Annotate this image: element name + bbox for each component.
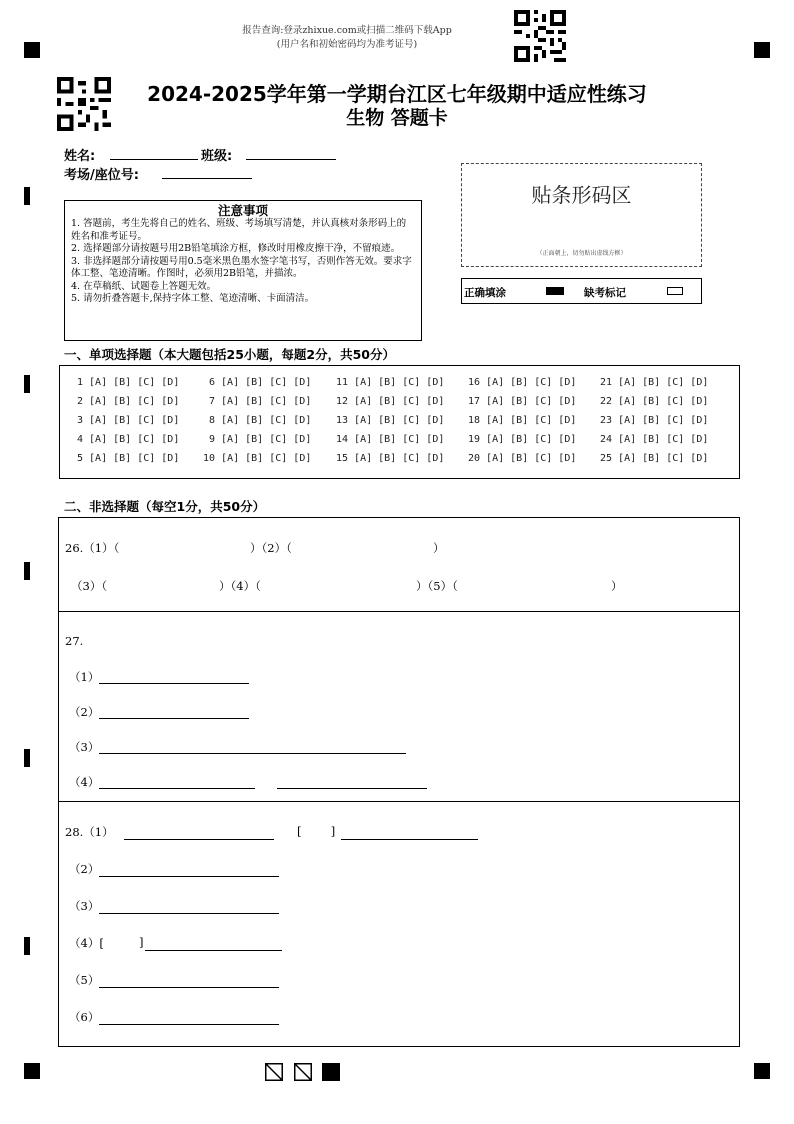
q26-bracket-close: ）	[611, 579, 623, 593]
q27-part-label: （1）	[69, 670, 100, 684]
question-27-box	[58, 611, 740, 802]
q28-part-label: （2）	[69, 862, 100, 876]
name-label: 姓名:	[64, 149, 96, 164]
section2-title: 二、非选择题（每空1分，共50分）	[64, 499, 266, 514]
choice-question[interactable]: 21 [A] [B] [C] [D]	[600, 377, 709, 388]
choice-question[interactable]: 10 [A] [B] [C] [D]	[203, 453, 312, 464]
seat-field[interactable]	[162, 178, 252, 179]
timing-mark	[24, 749, 30, 767]
choice-question[interactable]: 9 [A] [B] [C] [D]	[209, 434, 312, 445]
q27-answer-line[interactable]	[99, 718, 249, 719]
question-28-box	[58, 801, 740, 1047]
choice-question[interactable]: 7 [A] [B] [C] [D]	[209, 396, 312, 407]
q28-answer-line[interactable]	[99, 913, 279, 914]
question-26-box	[58, 517, 740, 612]
choice-question[interactable]: 25 [A] [B] [C] [D]	[600, 453, 709, 464]
choice-question[interactable]: 1 [A] [B] [C] [D]	[77, 377, 180, 388]
choice-question[interactable]: 14 [A] [B] [C] [D]	[336, 434, 445, 445]
choice-question[interactable]: 11 [A] [B] [C] [D]	[336, 377, 445, 388]
choice-question[interactable]: 15 [A] [B] [C] [D]	[336, 453, 445, 464]
choice-question[interactable]: 2 [A] [B] [C] [D]	[77, 396, 180, 407]
choice-question[interactable]: 4 [A] [B] [C] [D]	[77, 434, 180, 445]
instruction-item: 1. 答题前，考生先将自己的姓名、班级、考场填写清楚，并认真核对条形码上的姓名和准考证号。	[71, 218, 407, 242]
exam-subtitle: 生物 答题卡	[346, 107, 448, 129]
correct-fill-label: 正确填涂	[464, 287, 506, 299]
page-marker-slash-icon	[265, 1063, 283, 1081]
choice-question[interactable]: 5 [A] [B] [C] [D]	[77, 453, 180, 464]
choice-question[interactable]: 16 [A] [B] [C] [D]	[468, 377, 577, 388]
q26-part3-label: （3）（	[71, 579, 108, 593]
instruction-item: 2. 选择题部分请按题号用2B铅笔填涂方框，修改时用橡皮擦干净，不留痕迹。	[71, 243, 401, 254]
q28-answer-line[interactable]	[145, 950, 282, 951]
absent-checkbox[interactable]	[667, 287, 683, 295]
choice-answer-grid	[59, 365, 740, 479]
timing-mark	[24, 375, 30, 393]
choice-question[interactable]: 19 [A] [B] [C] [D]	[468, 434, 577, 445]
report-query-hint: 报告查询:登录zhixue.com或扫描二维码下载App	[242, 25, 452, 36]
q27-part-label: （2）	[69, 705, 100, 719]
seat-label: 考场/座位号:	[64, 168, 139, 183]
fill-legend	[461, 278, 702, 304]
choice-question[interactable]: 24 [A] [B] [C] [D]	[600, 434, 709, 445]
q26-part2-label: ）（2）（	[250, 541, 292, 555]
choice-question[interactable]: 23 [A] [B] [C] [D]	[600, 415, 709, 426]
name-field[interactable]	[110, 159, 198, 160]
barcode-area-label: 贴条形码区	[531, 183, 632, 207]
class-field[interactable]	[246, 159, 336, 160]
absent-mark-label: 缺考标记	[584, 287, 626, 299]
instructions-box	[64, 200, 422, 341]
q28-answer-line[interactable]	[99, 1024, 279, 1025]
q27-part-label: （4）	[69, 775, 100, 789]
q28-answer-line[interactable]	[99, 987, 279, 988]
choice-question[interactable]: 3 [A] [B] [C] [D]	[77, 415, 180, 426]
instruction-item: 4. 在草稿纸、试题卷上答题无效。	[71, 280, 217, 292]
corner-marker-bottom-right	[754, 1063, 770, 1079]
q28-part-label: （4）[	[69, 936, 104, 950]
q28-bracket-close: ]	[139, 935, 144, 949]
choice-question[interactable]: 20 [A] [B] [C] [D]	[468, 453, 577, 464]
q28-part1-label: 28.（1）	[65, 825, 114, 839]
instruction-item: 5. 请勿折叠答题卡,保持字体工整、笔迹清晰、卡面清洁。	[71, 293, 315, 304]
q27-part-label: （3）	[69, 740, 100, 754]
timing-mark	[24, 937, 30, 955]
q27-answer-line[interactable]	[99, 788, 255, 789]
timing-mark	[24, 187, 30, 205]
choice-question[interactable]: 18 [A] [B] [C] [D]	[468, 415, 577, 426]
q28-part-label: （5）	[69, 973, 100, 987]
choice-question[interactable]: 12 [A] [B] [C] [D]	[336, 396, 445, 407]
q26-bracket-close: ）	[433, 541, 445, 555]
corner-marker-bottom-left	[24, 1063, 40, 1079]
barcode-area	[461, 163, 702, 267]
q26-part4-label: ）（4）（	[219, 579, 261, 593]
q28-answer-line[interactable]	[99, 876, 279, 877]
q28-bracket[interactable]: [ ]	[297, 824, 336, 838]
page-marker-filled-icon	[322, 1063, 340, 1081]
class-label: 班级:	[201, 149, 233, 164]
timing-mark	[24, 562, 30, 580]
choice-question[interactable]: 8 [A] [B] [C] [D]	[209, 415, 312, 426]
page-marker-slash-icon	[294, 1063, 312, 1081]
filled-box-icon	[546, 287, 564, 295]
instruction-item: 3. 非选择题部分请按题号用0.5毫米黑色墨水签字笔书写，否则作答无效。要求字体工整、笔迹清晰。作图时，必须用2B铅笔，并描浓。	[71, 255, 412, 279]
choice-question[interactable]: 22 [A] [B] [C] [D]	[600, 396, 709, 407]
q27-answer-line[interactable]	[99, 683, 249, 684]
choice-question[interactable]: 17 [A] [B] [C] [D]	[468, 396, 577, 407]
q27-answer-line[interactable]	[277, 788, 427, 789]
login-hint: (用户名和初始密码均为准考证号)	[276, 39, 418, 50]
q28-answer-line[interactable]	[124, 839, 274, 840]
instructions-heading: 注意事项	[217, 203, 268, 218]
barcode-area-note: （正面朝上，切勿贴出虚线方框）	[536, 250, 627, 257]
q27-answer-line[interactable]	[99, 753, 406, 754]
choice-question[interactable]: 13 [A] [B] [C] [D]	[336, 415, 445, 426]
q27-number: 27.	[65, 634, 84, 648]
section1-title: 一、单项选择题（本大题包括25小题，每题2分，共50分）	[64, 347, 395, 362]
corner-marker-top-right	[754, 42, 770, 58]
q26-part5-label: ）（5）（	[416, 579, 458, 593]
q28-part-label: （3）	[69, 899, 100, 913]
q26-part1-label: 26.（1）（	[65, 541, 120, 555]
q28-answer-line[interactable]	[341, 839, 478, 840]
exam-title: 2024-2025学年第一学期台江区七年级期中适应性练习	[147, 82, 647, 106]
choice-question[interactable]: 6 [A] [B] [C] [D]	[209, 377, 312, 388]
q28-part-label: （6）	[69, 1010, 100, 1024]
